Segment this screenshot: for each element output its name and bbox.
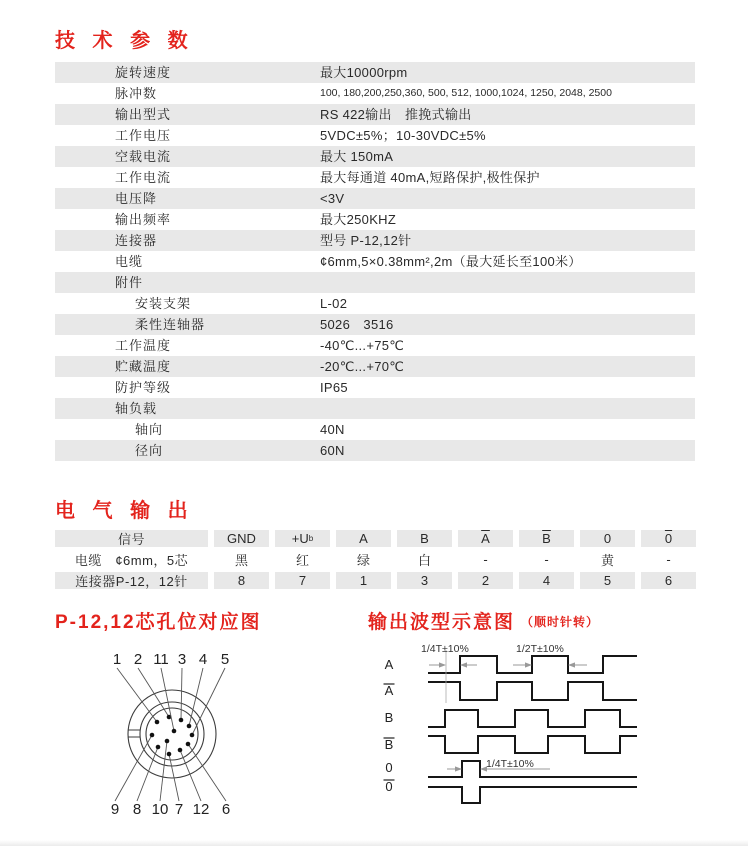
spec-label: 工作电流 (115, 170, 172, 185)
spec-value: 型号 P-12,12针 (320, 233, 412, 248)
signal-value-cell: - (483, 552, 488, 567)
tech-table-row (55, 167, 695, 188)
signal-value-cell: 7 (275, 572, 330, 589)
tech-table-row (55, 419, 695, 440)
pin-leader-line (138, 668, 169, 717)
signal-value-cell: 红 (295, 553, 309, 568)
pin-dot (172, 729, 177, 734)
spec-label: 输出频率 (115, 212, 172, 227)
spec-label: 附件 (115, 275, 144, 290)
waveform-title-text: 输出波型示意图 (368, 612, 516, 633)
tech-table-row (55, 83, 695, 104)
channel-label: A (384, 657, 394, 672)
spec-label: 轴负载 (115, 401, 158, 416)
tech-table-row (55, 230, 695, 251)
waveform-rotation-note: （顺时针转） (521, 615, 600, 629)
spec-label: 输出型式 (115, 107, 172, 122)
pin-number-label: 6 (221, 801, 231, 818)
spec-label: 连接器 (115, 233, 158, 248)
page-bottom-shading (0, 840, 748, 846)
tech-table (55, 62, 695, 461)
waveform-trace (428, 656, 637, 673)
tech-table-row (55, 314, 695, 335)
signal-value-cell: 黑 (234, 553, 248, 568)
pin-number-label: 1 (112, 651, 122, 668)
spec-label: 旋转速度 (115, 65, 172, 80)
cable-row (55, 551, 699, 568)
spec-value: 100, 180,200,250,360, 500, 512, 1000,1024, 1250, 2048, 2500 (320, 87, 612, 99)
spec-value: ¢6mm,5×0.38mm²,2m（最大延长至100米） (320, 254, 582, 269)
pin-number-label: 12 (192, 801, 210, 818)
spec-label: 电缆 (115, 254, 144, 269)
waveform-trace (428, 736, 637, 753)
pin-leader-line (160, 741, 167, 801)
signal-name-cell: 0 (641, 530, 696, 547)
tech-table-row (55, 356, 695, 377)
dimension-label: 1/4T±10% (486, 758, 534, 770)
spec-label: 工作电压 (115, 128, 172, 143)
pin-dot (165, 739, 170, 744)
electrical-header-row (55, 530, 699, 547)
tech-table-row (55, 335, 695, 356)
signal-value-cell: 2 (458, 572, 513, 589)
pin-number-label: 5 (220, 651, 230, 668)
pin-leader-line (115, 735, 152, 801)
tech-table-row (55, 125, 695, 146)
pin-number-label: 3 (177, 651, 187, 668)
waveform-channels (384, 656, 638, 803)
spec-value: 最大 150mA (320, 149, 394, 164)
arrowhead-right (455, 766, 462, 771)
spec-value: -20℃...+70℃ (320, 359, 405, 374)
connector-row (55, 572, 699, 589)
spec-label: 安装支架 (135, 296, 192, 311)
dimension-label: 1/2T±10% (516, 643, 564, 655)
pin-dot (167, 752, 172, 757)
channel-label: A (384, 683, 394, 698)
channel-label: B (384, 737, 394, 752)
pin-dot (186, 742, 191, 747)
section-title-technical-parameters: 技 术 参 数 (55, 30, 194, 52)
spec-value: 最大每通道 40mA,短路保护,极性保护 (320, 170, 540, 185)
spec-label: 柔性连轴器 (135, 317, 206, 332)
signal-value-cell: 1 (336, 572, 391, 589)
spec-value (320, 398, 695, 419)
row-label-cell: 电缆 ¢6mm，5芯 (74, 553, 189, 568)
spec-label: 贮藏温度 (115, 359, 172, 374)
signal-value-cell: 绿 (356, 553, 370, 568)
spec-value (320, 272, 695, 293)
signal-value-cell: 8 (214, 572, 269, 589)
pin-number-label: 4 (198, 651, 208, 668)
signal-header-cell: 信号 (55, 530, 208, 547)
tech-table-row (55, 146, 695, 167)
tech-table-row (55, 293, 695, 314)
spec-label: 径向 (135, 443, 164, 458)
pin-number-label: 11 (153, 651, 169, 668)
pin-number-label: 7 (174, 801, 184, 818)
spec-label: 轴向 (135, 422, 164, 437)
row-label-cell: 连接器P-12，12针 (55, 572, 208, 589)
spec-value: 最大250KHZ (320, 212, 397, 227)
tech-table-row (55, 188, 695, 209)
pin-dot (156, 745, 161, 750)
signal-value-cell: 黄 (600, 553, 614, 568)
spec-value: 5026 3516 (320, 317, 394, 332)
channel-label: 0 (385, 760, 393, 775)
pin-dot (179, 718, 184, 723)
spec-value: 5VDC±5%；10-30VDC±5% (320, 128, 486, 143)
waveform-trace (428, 710, 637, 727)
spec-value: RS 422输出 推挽式输出 (320, 107, 472, 122)
waveform-trace (428, 787, 637, 803)
channel-label: 0 (385, 779, 393, 794)
tech-table-row (55, 272, 695, 293)
pin-number-label: 10 (151, 801, 169, 818)
pin-dot (187, 724, 192, 729)
signal-name-cell: $\overline{A}$ (458, 530, 513, 547)
pin-number-label: 9 (110, 801, 120, 818)
spec-value: IP65 (320, 380, 348, 395)
arrowhead-left (568, 662, 575, 667)
signal-name-cell: GND (214, 530, 269, 547)
electrical-table (55, 530, 699, 593)
arrowhead-left (460, 662, 467, 667)
spec-value: L-02 (320, 296, 348, 311)
signal-value-cell: 5 (580, 572, 635, 589)
pin-dot (150, 733, 155, 738)
section-title-electrical-output: 电 气 输 出 (55, 500, 194, 522)
spec-value: 最大10000rpm (320, 65, 408, 80)
spec-label: 脉冲数 (115, 86, 158, 101)
waveform-annotations (421, 643, 564, 770)
pin-leaders (111, 651, 230, 818)
spec-label: 工作温度 (115, 338, 172, 353)
tech-table-row (55, 398, 695, 419)
tech-table-row (55, 209, 695, 230)
signal-value-cell: - (666, 552, 671, 567)
signal-name-cell: A (336, 530, 391, 547)
spec-label: 空载电流 (115, 149, 172, 164)
pin-dot (190, 733, 195, 738)
pin-dot (178, 748, 183, 753)
signal-value-cell: 6 (641, 572, 696, 589)
tech-table-row (55, 104, 695, 125)
signal-name-cell: B (397, 530, 452, 547)
channel-label: B (384, 710, 394, 725)
spec-value: <3V (320, 191, 345, 206)
pin-leader-line (181, 668, 182, 720)
tech-table-row (55, 377, 695, 398)
pin-diagram (88, 645, 266, 825)
arrowhead-right (439, 662, 446, 667)
section-title-waveform (368, 607, 599, 634)
waveform-trace (428, 682, 637, 700)
signal-name-cell: +U b (275, 530, 330, 547)
dimension-label: 1/4T±10% (421, 643, 469, 655)
pin-leader-line (161, 668, 174, 731)
signal-value-cell: 白 (417, 553, 431, 568)
spec-value: 40N (320, 422, 345, 437)
section-title-pin-diagram: P-12,12芯孔位对应图 (55, 612, 262, 633)
pin-leader-line (192, 668, 225, 735)
signal-name-cell: $\overline{B}$ (519, 530, 574, 547)
pin-dot (155, 720, 160, 725)
tech-table-row (55, 440, 695, 461)
spec-value: -40℃...+75℃ (320, 338, 405, 353)
arrowhead-right (525, 662, 532, 667)
waveform-diagram (363, 638, 745, 828)
tech-table-row (55, 62, 695, 83)
signal-value-cell: 4 (519, 572, 574, 589)
spec-label: 防护等级 (115, 380, 172, 395)
pin-number-label: 8 (132, 801, 142, 818)
tech-table-row (55, 251, 695, 272)
signal-value-cell: - (544, 552, 549, 567)
spec-label: 电压降 (115, 191, 158, 206)
pin-number-label: 2 (133, 651, 143, 668)
pin-leader-line (180, 750, 201, 801)
signal-value-cell: 3 (397, 572, 452, 589)
signal-name-cell: 0 (580, 530, 635, 547)
connector-outer-ring (128, 690, 216, 778)
spec-value: 60N (320, 443, 345, 458)
